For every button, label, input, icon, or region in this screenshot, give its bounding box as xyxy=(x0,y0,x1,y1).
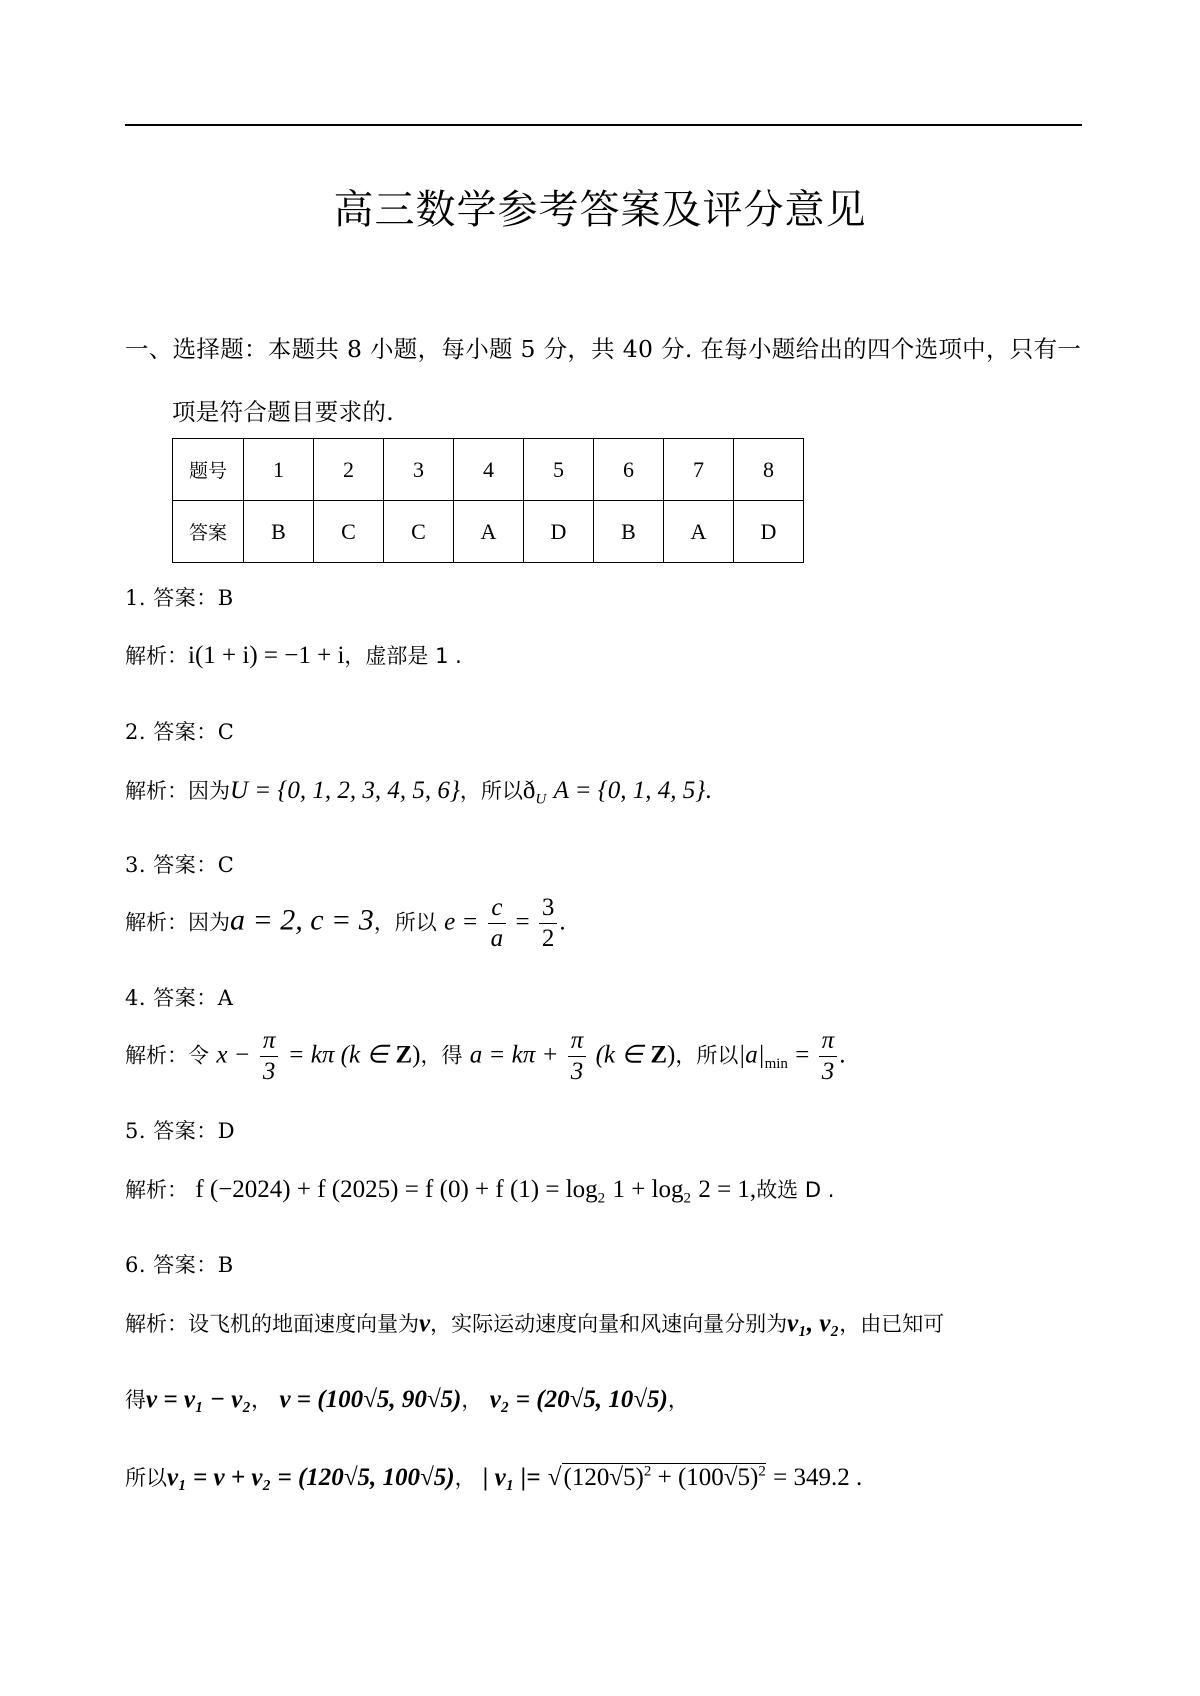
solution-end: . xyxy=(839,1041,846,1069)
log-base: 2 xyxy=(683,1190,692,1207)
abs-a: |a| xyxy=(738,1041,765,1069)
solution-end: ，由已知可 xyxy=(839,1312,945,1336)
solution-4 xyxy=(125,1026,845,1087)
solution-prefix: 解析：设飞机的地面速度向量为 xyxy=(125,1312,419,1336)
solution-mid: ，实际运动速度向量和风速向量分别为 xyxy=(430,1312,788,1336)
answer-table-number-row xyxy=(173,439,804,501)
e-lhs: e = xyxy=(444,908,479,936)
vector-v: v xyxy=(419,1310,431,1337)
answer-cell: A xyxy=(664,501,734,563)
answer-cell: D xyxy=(524,501,594,563)
solution-end: . xyxy=(705,777,712,804)
solution-5 xyxy=(125,1174,834,1208)
solution-prefix: 所以 xyxy=(125,1466,167,1490)
answer-cell: C xyxy=(384,501,454,563)
k-pi-set: = kπ (k ∈ xyxy=(287,1041,389,1069)
numerator: 3 xyxy=(539,893,558,924)
answer-line-6: 6. 答案：B xyxy=(125,1253,234,1277)
answer-cell: C xyxy=(314,501,384,563)
vectors-v1-v2: v₁, v₂ xyxy=(787,1310,840,1337)
answer-table xyxy=(172,438,804,563)
denominator: 3 xyxy=(262,1058,276,1085)
v-value: v = (100√5, 90√5) xyxy=(279,1386,462,1413)
question-number: 6 xyxy=(594,439,664,501)
min-subscript: min xyxy=(764,1056,788,1073)
question-number: 8 xyxy=(734,439,804,501)
solution-de: ，得 xyxy=(420,1043,463,1068)
denominator: 3 xyxy=(570,1058,584,1085)
question-number: 3 xyxy=(384,439,454,501)
answer-line-4: 4. 答案：A xyxy=(125,986,234,1010)
v-relation: v = v₁ − v₂ xyxy=(146,1386,252,1413)
integers-symbol: Z xyxy=(395,1041,413,1069)
solution-1 xyxy=(125,640,462,670)
solution-prefix: 解析：因为 xyxy=(125,910,230,935)
solution-6-line2: 得v = v₁ − v₂， v = (100√5, 90√5)， v₂ = (20√5, 10√5)， xyxy=(125,1386,689,1413)
fraction-pi-over-3 xyxy=(260,1026,279,1087)
answer-cell: A xyxy=(454,501,524,563)
solution-mid: ，所以 xyxy=(373,910,437,935)
solution-mid: ，所以 xyxy=(459,779,523,803)
solution-math: f (−2024) + f (2025) = f (0) + f (1) = log xyxy=(195,1176,598,1203)
v2-value: v₂ = (20√5, 10√5) xyxy=(489,1386,668,1413)
fraction-pi-over-3 xyxy=(568,1026,587,1087)
row-header: 答案 xyxy=(173,501,244,563)
answer-cell: D xyxy=(734,501,804,563)
answer-cell: B xyxy=(594,501,664,563)
question-number: 1 xyxy=(244,439,314,501)
set-a: A = {0, 1, 4, 5} xyxy=(553,777,706,804)
equals: = xyxy=(795,1041,810,1069)
solution-3 xyxy=(125,893,566,954)
answer-line-2: 2. 答案：C xyxy=(125,720,235,744)
solution-suo: ，所以 xyxy=(675,1043,739,1068)
page-title: 高三数学参考答案及评分意见 xyxy=(333,187,867,233)
equals: = xyxy=(515,908,530,936)
section-heading-line2: 项是符合题目要求的. xyxy=(172,398,394,426)
answer-cell: B xyxy=(244,501,314,563)
row-header: 题号 xyxy=(173,439,244,501)
solution-math-3: 2 = 1, xyxy=(698,1176,757,1203)
numerator: π xyxy=(819,1026,838,1057)
question-number: 4 xyxy=(454,439,524,501)
solution-prefix: 解析： xyxy=(125,644,188,668)
numerator: π xyxy=(568,1026,587,1057)
solution-6-line1 xyxy=(125,1308,944,1338)
v1-norm: | v₁ |= xyxy=(482,1464,541,1491)
solution-6-line3: 所以v₁ = v + v₂ = (120√5, 100√5)， | v₁ |= $√(120√5)^2 + (100√5)^2 = 349.2$ . xyxy=(125,1463,863,1491)
solution-math: i(1 + i) = −1 + i xyxy=(188,642,345,669)
log-base: 2 xyxy=(597,1190,606,1207)
question-number: 5 xyxy=(524,439,594,501)
a-equals: a = kπ + xyxy=(469,1041,559,1069)
norm-result: = 349.2 . xyxy=(773,1464,863,1491)
solution-prefix: 解析：令 xyxy=(125,1043,209,1068)
numerator: π xyxy=(260,1026,279,1057)
complement-symbol: ð xyxy=(522,777,536,804)
solution-suffix: ，虚部是 1 . xyxy=(344,644,462,668)
complement-subscript: U xyxy=(535,791,547,808)
solution-2 xyxy=(125,775,712,809)
solution-de: 得 xyxy=(125,1388,146,1412)
denominator: a xyxy=(490,925,504,952)
fraction-pi-over-3 xyxy=(819,1026,838,1087)
set-u: U = {0, 1, 2, 3, 4, 5, 6} xyxy=(230,777,460,804)
solution-math-2: 1 + log xyxy=(612,1176,684,1203)
question-number: 7 xyxy=(664,439,734,501)
close-paren: ) xyxy=(667,1041,676,1069)
x-minus: x − xyxy=(216,1041,251,1069)
condition: a = 2, c = 3 xyxy=(230,903,374,937)
k-set: (k ∈ xyxy=(595,1041,644,1069)
answer-line-5: 5. 答案：D xyxy=(125,1119,236,1143)
answer-table-answer-row xyxy=(173,501,804,563)
v1-value: v₁ = v + v₂ = (120√5, 100√5) xyxy=(167,1464,455,1491)
answer-line-1: 1. 答案：B xyxy=(125,586,234,610)
top-rule xyxy=(125,124,1082,126)
fraction-3-over-2 xyxy=(539,893,558,954)
denominator: 3 xyxy=(821,1058,835,1085)
solution-suffix: 故选 D . xyxy=(756,1178,835,1202)
close-paren: ) xyxy=(412,1041,421,1069)
solution-prefix: 解析： xyxy=(125,1178,188,1202)
answer-line-3: 3. 答案：C xyxy=(125,853,235,877)
denominator: 2 xyxy=(541,925,555,952)
integers-symbol: Z xyxy=(650,1041,668,1069)
numerator: c xyxy=(488,893,507,924)
norm-radical: $√(120√5)^2 + (100√5)^2$ xyxy=(547,1463,766,1491)
solution-end: . xyxy=(559,908,566,936)
solution-prefix: 解析：因为 xyxy=(125,779,230,803)
section-heading-line1: 一、选择题：本题共 8 小题，每小题 5 分，共 40 分. 在每小题给出的四个选项中，只有一 xyxy=(125,335,1082,363)
fraction-c-over-a xyxy=(488,893,507,954)
question-number: 2 xyxy=(314,439,384,501)
